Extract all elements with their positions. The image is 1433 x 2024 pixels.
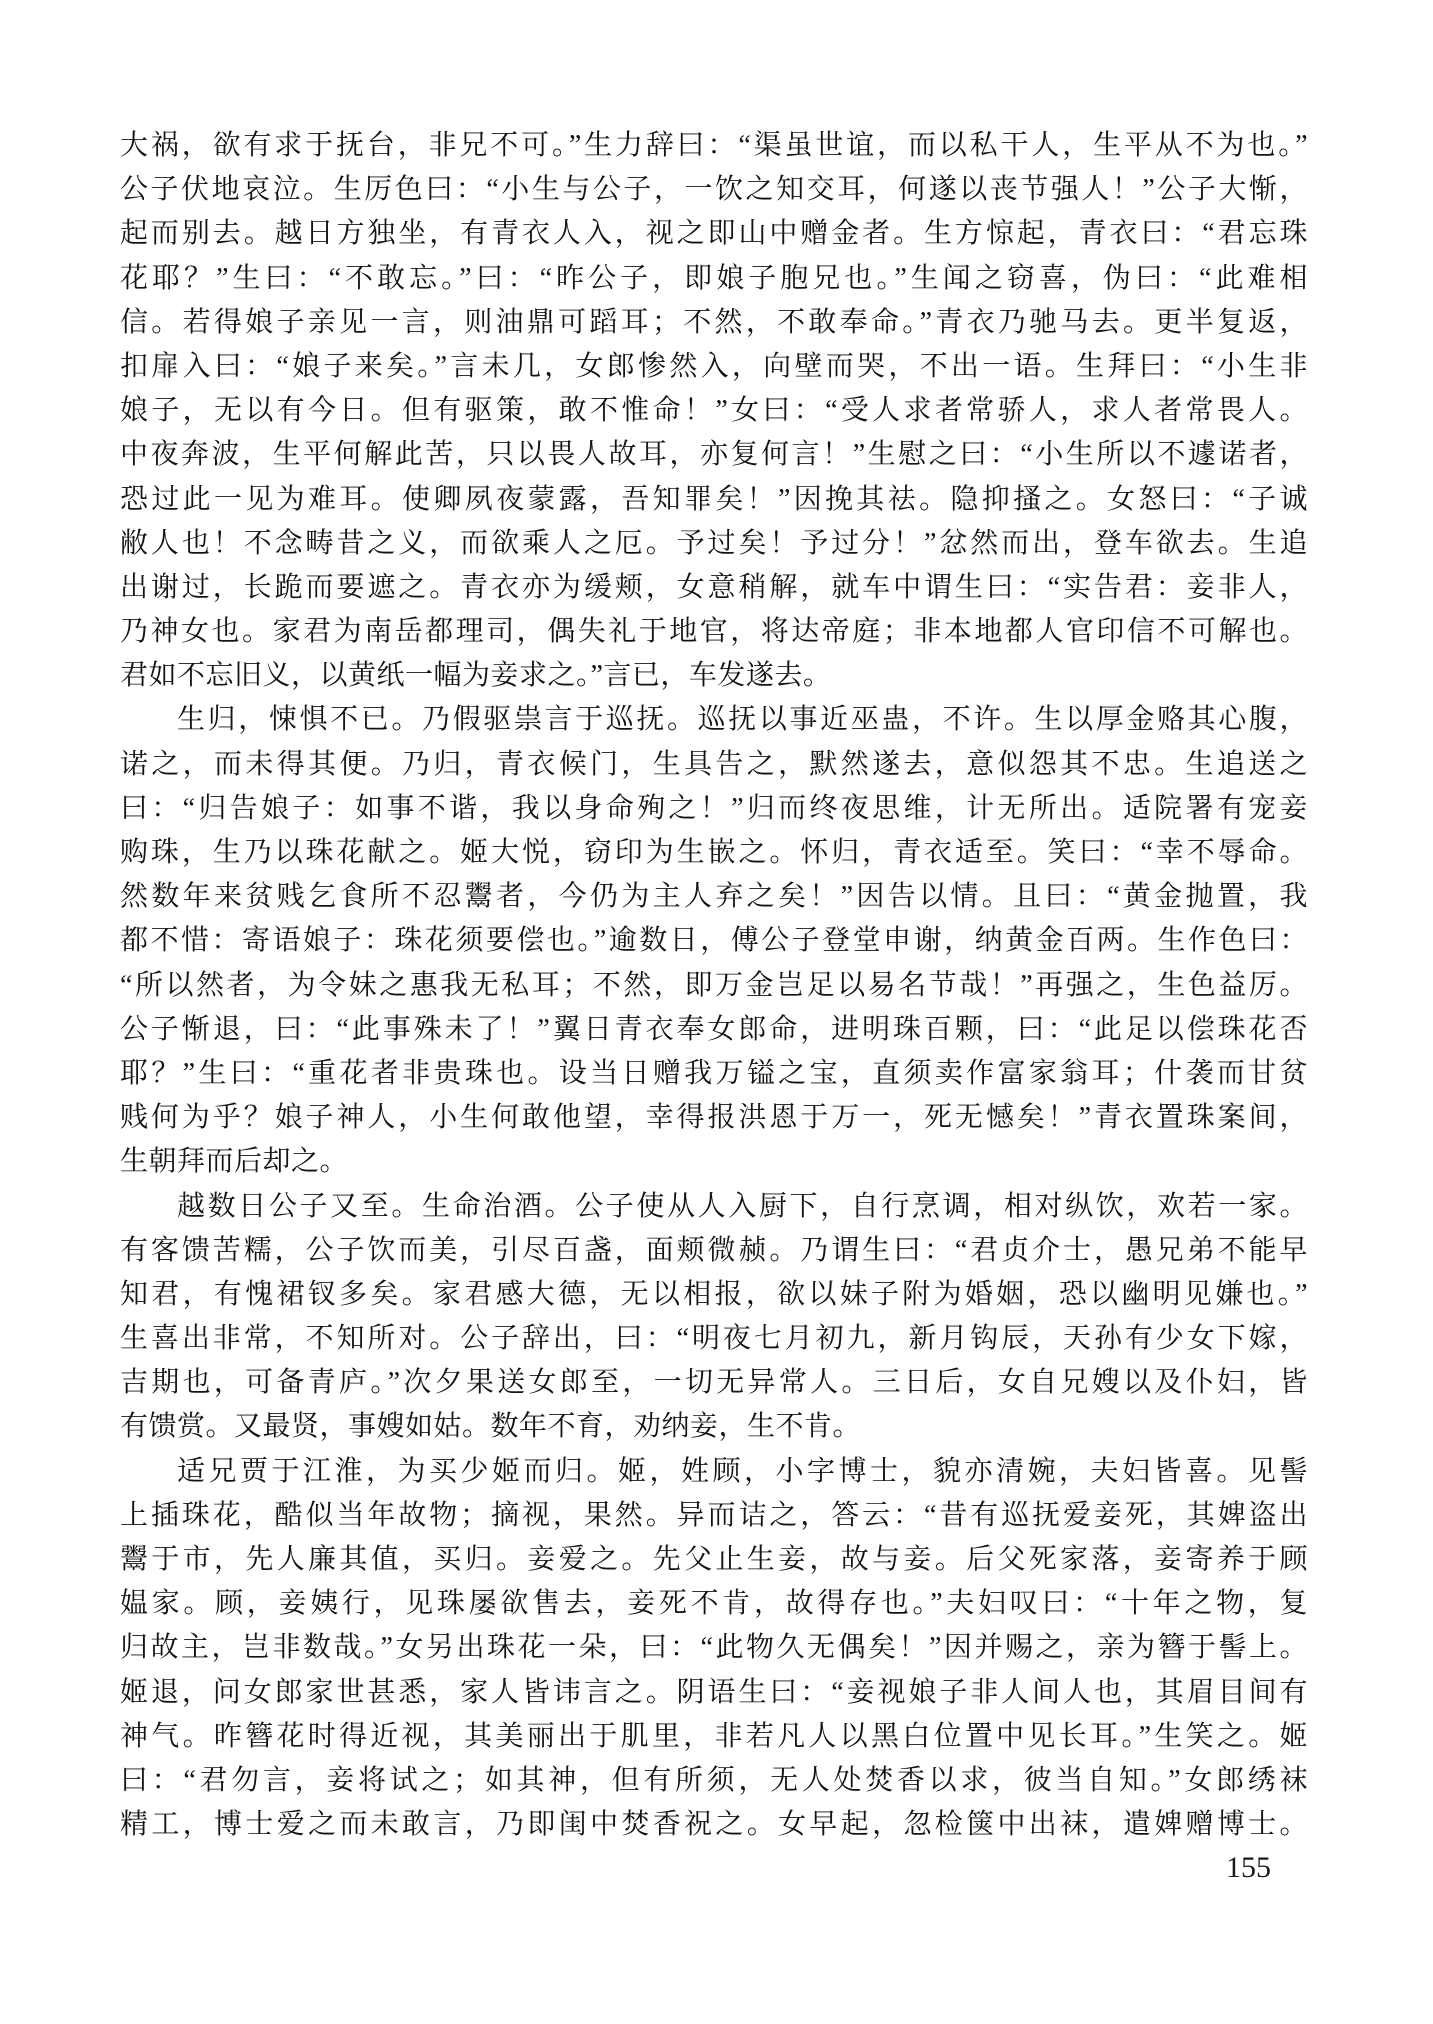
text-line: 扣扉入曰：“娘子来矣。”言未几，女郎惨然入，向壁而哭，不出一语。生拜曰：“小生非 xyxy=(120,350,1308,382)
text-line: 大祸，欲有求于抚台，非兄不可。”生力辞曰：“渠虽世谊，而以私干人，生平从不为也。” xyxy=(120,130,1308,161)
text-line: 乃神女也。家君为南岳都理司，偶失礼于地官，将达帝庭；非本地都人官印信不可解也。 xyxy=(120,616,1308,648)
text-line: 越数日公子又至。生命治酒。公子使从人入厨下，自行烹调，相对纵饮，欢若一家。 xyxy=(177,1190,1308,1222)
text-line: 起而别去。越日方独坐，有青衣人入，视之即山中赠金者。生方惊起，青衣曰：“君忘珠 xyxy=(120,218,1308,250)
text-line: 归故主，岂非数哉。”女另出珠花一朵，曰：“此物久无偶矣！”因并赐之，亲为簪于髻上。 xyxy=(120,1632,1308,1664)
text-line: 鬻于市，先人廉其值，买归。妾爱之。先父止生妾，故与妾。后父死家落，妾寄养于顾 xyxy=(120,1544,1308,1575)
text-line: 吉期也，可备青庐。”次夕果送女郎至，一切无异常人。三日后，女自兄嫂以及仆妇，皆 xyxy=(120,1367,1308,1399)
text-line: 神气。昨簪花时得近视，其美丽出于肌里，非若凡人以黑白位置中见长耳。”生笑之。姬 xyxy=(120,1720,1308,1752)
text-line: 恐过此一见为难耳。使卿夙夜蒙露，吾知罪矣！”因挽其祛。隐抑搔之。女怒曰：“子诚 xyxy=(120,483,1308,515)
text-line: 中夜奔波，生平何解此苦，只以畏人故耳，亦复何言！”生慰之曰：“小生所以不遽诺者， xyxy=(120,439,1308,471)
text-line: 君如不忘旧义，以黄纸一幅为妾求之。”言已，车发遂去。 xyxy=(120,660,832,692)
text-line: 都不惜：寄语娘子：珠花须要偿也。”逾数日，傅公子登堂申谢，纳黄金百两。生作色曰： xyxy=(120,925,1308,957)
text-line: 生朝拜而后却之。 xyxy=(120,1146,349,1178)
page-number: 155 xyxy=(1226,1851,1271,1884)
text-line: 然数年来贫贱乞食所不忍鬻者，今仍为主人弃之矣！”因告以情。且曰：“黄金抛置，我 xyxy=(120,881,1308,913)
text-line: 有馈赏。又最贤，事嫂如姑。数年不育，劝纳妾，生不肯。 xyxy=(120,1411,862,1443)
text-line: 出谢过，长跪而要遮之。青衣亦为缓颊，女意稍解，就车中谓生曰：“实告君：妾非人， xyxy=(120,571,1308,603)
text-column xyxy=(120,124,1308,1847)
text-line: 敝人也！不念畴昔之义，而欲乘人之厄。予过矣！予过分！”忿然而出，登车欲去。生追 xyxy=(120,527,1308,559)
text-line: 耶？”生曰：“重花者非贵珠也。设当日赠我万镒之宝，直须卖作富家翁耳；什袭而甘贫 xyxy=(120,1057,1308,1089)
text-line: 公子惭退，曰：“此事殊未了！”翼日青衣奉女郎命，进明珠百颗，曰：“此足以偿珠花否 xyxy=(120,1013,1308,1045)
text-line: 诺之，而未得其便。乃归，青衣候门，生具告之，默然遂去，意似怨其不忠。生追送之 xyxy=(120,748,1308,780)
text-line: 媪家。顾，妾姨行，见珠屡欲售去，妾死不肯，故得存也。”夫妇叹曰：“十年之物，复 xyxy=(120,1588,1308,1620)
text-line: 知君，有愧裙钗多矣。家君感大德，无以相报，欲以妹子附为婚姻，恐以幽明见嫌也。” xyxy=(120,1278,1308,1310)
text-line: 购珠，生乃以珠花献之。姬大悦，窃印为生嵌之。怀归，青衣适至。笑曰：“幸不辱命。 xyxy=(120,837,1308,868)
text-line: 生归，悚惧不已。乃假驱祟言于巡抚。巡抚以事近巫蛊，不许。生以厚金赂其心腹， xyxy=(177,704,1308,736)
text-line: 有客馈苦糯，公子饮而美，引尽百盏，面颊微赪。乃谓生曰：“君贞介士，愚兄弟不能早 xyxy=(120,1234,1308,1266)
text-line: 姬退，问女郎家世甚悉，家人皆讳言之。阴语生曰：“妾视娘子非人间人也，其眉目间有 xyxy=(120,1676,1308,1708)
text-line: 曰：“归告娘子：如事不谐，我以身命殉之！”归而终夜思维，计无所出。适院署有宠妾 xyxy=(120,792,1308,824)
text-line: 精工，博士爱之而未敢言，乃即闺中焚香祝之。女早起，忽检箧中出袜，遣婢赠博士。 xyxy=(120,1809,1308,1841)
text-line: 适兄贾于江淮，为买少姬而归。姬，姓顾，小字博士，貌亦清婉，夫妇皆喜。见髻 xyxy=(177,1455,1308,1487)
text-line: 上插珠花，酷似当年故物；摘视，果然。异而诘之，答云：“昔有巡抚爱妾死，其婢盗出 xyxy=(120,1499,1308,1531)
text-line: 娘子，无以有今日。但有驱策，敢不惟命！”女曰：“受人求者常骄人，求人者常畏人。 xyxy=(120,395,1308,427)
text-line: 生喜出非常，不知所对。公子辞出，曰：“明夜七月初九，新月钩辰，天孙有少女下嫁， xyxy=(120,1323,1308,1355)
text-line: 公子伏地哀泣。生厉色曰：“小生与公子，一饮之知交耳，何遂以丧节强人！”公子大惭， xyxy=(120,174,1308,206)
text-line: 贱何为乎？娘子神人，小生何敢他望，幸得报洪恩于万一，死无憾矣！”青衣置珠案间， xyxy=(120,1102,1308,1134)
text-line: 信。若得娘子亲见一言，则油鼎可蹈耳；不然，不敢奉命。”青衣乃驰马去。更半复返， xyxy=(120,306,1308,338)
text-line: 花耶？”生曰：“不敢忘。”曰：“昨公子，即娘子胞兄也。”生闻之窃喜，伪曰：“此难相 xyxy=(120,262,1308,294)
text-line: 曰：“君勿言，妾将试之；如其神，但有所须，无人处焚香以求，彼当自知。”女郎绣袜 xyxy=(120,1764,1308,1796)
text-line: “所以然者，为令妹之惠我无私耳；不然，即万金岂足以易名节哉！”再强之，生色益厉。 xyxy=(120,969,1308,1001)
